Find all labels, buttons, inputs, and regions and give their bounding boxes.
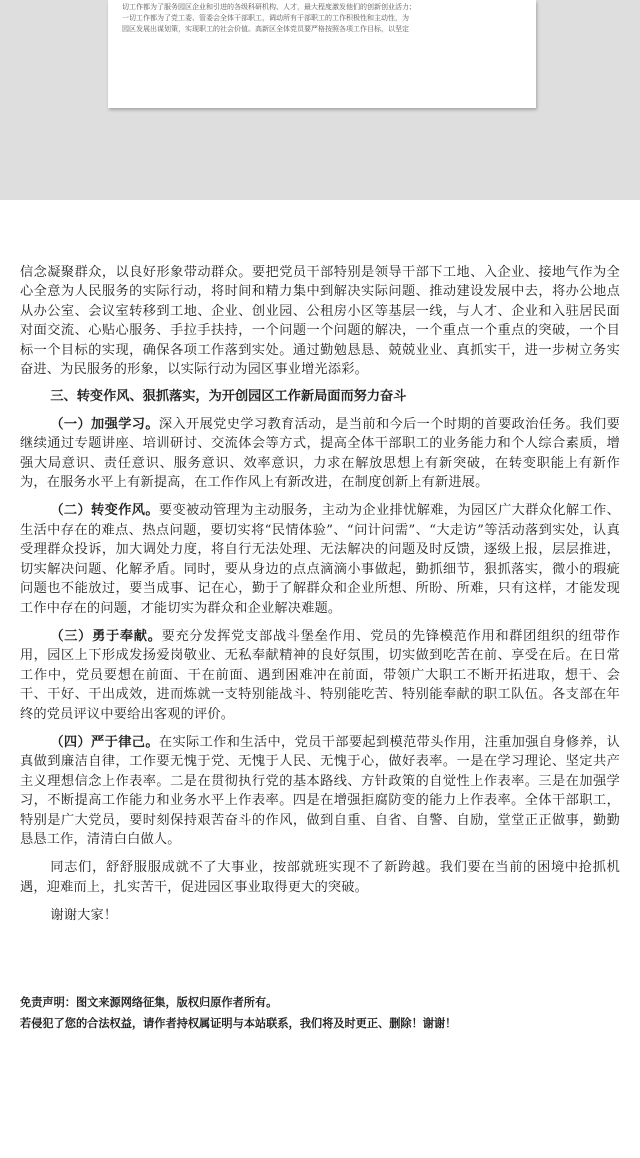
excerpt-paper (108, 0, 536, 108)
item-body-4: 在实际工作和生活中，党员干部要起到模范带头作用，注重加强自身修养，认真做到廉洁自律，工作要无愧于党、无愧于人民、无愧于心，做好表率。一是在学习理论、坚定共产主义理想信念上作表率。二是在贯彻执行党的基本路线、方针政策的自觉性上作表率。三是在加强学习，不断提高工作能力和业务水平上作表率。四是在增强拒腐防变的能力上作表率。全体干部职工，特别是广大党员，要时刻保持艰苦奋斗的作风，做到自重、自省、自警、自励，堂堂正正做事，勤勤恳恳工作，清清白白做人。 (20, 734, 621, 847)
excerpt-line: 园区发展出谋划策，实现职工的社会价值。高新区全体党员要严格按照各项工作目标，以坚定 (122, 25, 409, 33)
item-paragraph-3 (20, 627, 620, 724)
item-title-1: （一）加强学习。 (50, 416, 159, 432)
item-title-4: （四）严于律己。 (50, 734, 159, 750)
item-body-1: 深入开展党史学习教育活动，是当前和今后一个时期的首要政治任务。我们要继续通过专题讲座、培训研讨、交流体会等方式，提高全体干部职工的业务能力和个人综合素质，增强大局意识、责任意识、服务意识、效率意识，力求在解放思想上有新突破，在转变职能上有新作为，在服务水平上有新提高，在工作作风上有新改进，在制度创新上有新进展。 (20, 416, 621, 491)
article-body (20, 263, 620, 926)
intro-paragraph: 信念凝聚群众，以良好形象带动群众。要把党员干部特别是领导干部下工地、入企业、接地气作为全心全意为人民服务的实际行动，将时间和精力集中到解决实际问题、推动建设发展中去，将办公地点从办公室、会议室转移到工地、企业、创业园、公租房小区等基层一线，与人才、企业和入驻居民面对面交流、心贴心服务、手拉手扶持，一个问题一个问题的解决，一个重点一个重点的突破，一个目标一个目标的实现，确保各项工作落到实处。通过勤勉恳恳、兢兢业业、真抓实干，进一步树立务实奋进、为民服务的形象，以实际行动为园区事业增光添彩。 (20, 265, 620, 378)
closing-paragraph: 同志们，舒舒服服成就不了大事业，按部就班实现不了新跨越。我们要在当前的困境中抢抓机遇，迎难而上，扎实苦干，促进园区事业取得更大的突破。 (20, 860, 620, 895)
excerpt-image (0, 0, 640, 200)
item-paragraph-4 (20, 733, 620, 849)
item-body-3: 要充分发挥党支部战斗堡垒作用、党员的先锋模范作用和群团组织的纽带作用，园区上下形成发扬爱岗敬业、无私奉献精神的良好氛围，切实做到吃苦在前、享受在后。在日常工作中，党员要想在前面、干在前面、遇到困难冲在前面，带领广大职工不断开拓进取，想干、会干、干好、干出成效，进而炼就一支特别能战斗、特别能吃苦、特别能奉献的职工队伍。各支部在年终的党员评议中要给出客观的评价。 (20, 628, 620, 722)
item-title-3: （三）勇于奉献。 (50, 628, 162, 644)
disclaimer-line-1: 免责声明：图文来源网络征集，版权归原作者所有。 (20, 995, 278, 1009)
disclaimer-line-2: 若侵犯了您的合法权益，请作者持权属证明与本站联系，我们将及时更正、删除！谢谢！ (20, 1016, 457, 1030)
excerpt-line: 切工作都为了服务园区企业和引进的各级科研机构、人才，最大程度激发他们的创新创业活力； (122, 3, 416, 11)
disclaimer (20, 992, 620, 1034)
thanks-line: 谢谢大家！ (50, 908, 118, 924)
excerpt-line: 一切工作都为了党工委、管委会全体干部职工，调动所有干部职工的工作积极性和主动性，为 (122, 14, 409, 22)
item-paragraph-2 (20, 501, 620, 617)
item-body-2: 要变被动管理为主动服务，主动为企业排忧解难，为园区广大群众化解工作、生活中存在的难点、热点问题，要切实将“民情体验”、“问计问需”、“大走访”等活动落到实处，认真受理群众投诉，加大调处力度，将自行无法处理、无法解决的问题及时反馈，逐级上报，层层推进，切实解决问题、化解矛盾。同时，要从身边的点点滴滴小事做起，勤抓细节，狠抓落实，微小的瑕疵问题也不能放过，要当成事、记在心，勤于了解群众和企业所想、所盼、所难，只有这样，才能发现工作中存在的问题，才能切实为群众和企业解决难题。 (20, 503, 621, 616)
item-paragraph-1 (20, 415, 620, 493)
item-title-2: （二）转变作风。 (50, 503, 159, 519)
section-heading: 三、转变作风、狠抓落实，为开创园区工作新局面而努力奋斗 (50, 389, 407, 405)
